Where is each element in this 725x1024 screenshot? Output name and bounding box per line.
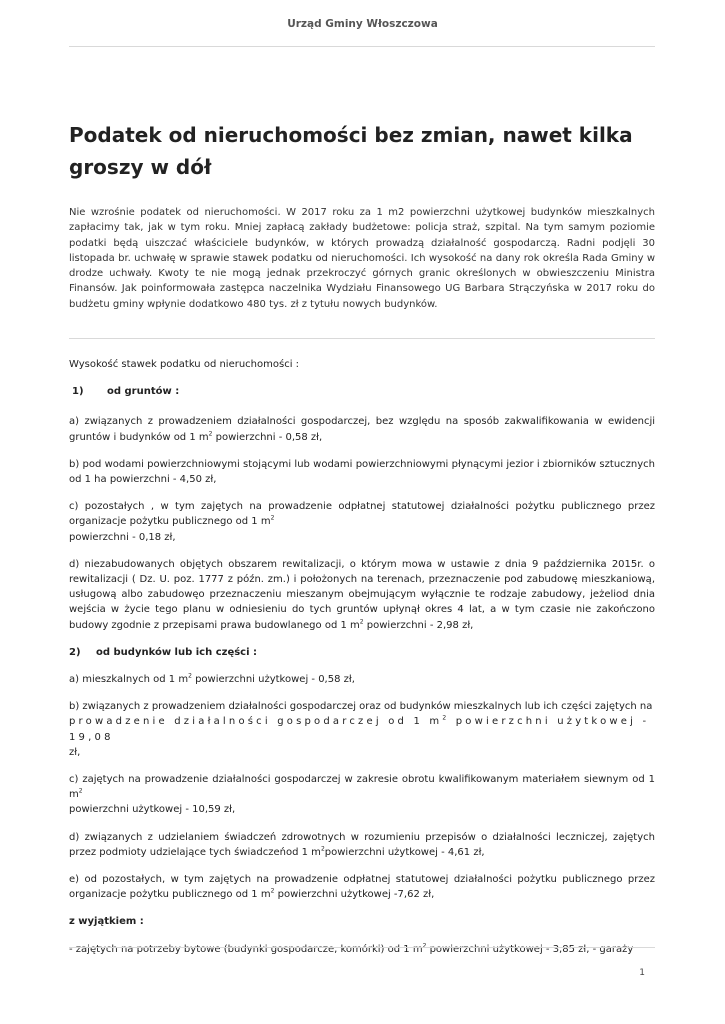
budynki-item-b [69, 699, 655, 760]
grunty-item-c-rate: powierzchni - 0,18 zł, [69, 531, 176, 543]
header-org-name: Urząd Gminy Włoszczowa [287, 18, 438, 30]
section-1-number: 1) [72, 386, 84, 398]
budynki-item-c-text: c) zajętych na prowadzenie działalności gospodarczej w zakresie obrotu kwalifikowanym materiałem siewnym od 1 m [69, 774, 655, 801]
superscript: 2 [442, 715, 450, 723]
section-1-heading [69, 384, 655, 399]
budynki-item-b-rate: powierzchni użytkowej - 19,08 [69, 716, 650, 743]
grunty-item-a-text: a) związanych z prowadzeniem działalności gospodarczej, bez względu na sposób zakwalifikowania w ewidencji gruntów i budynków od 1 m [69, 416, 655, 443]
grunty-item-c-text: c) pozostałych , w tym zajętych na prowadzenie odpłatnej statutowej działalności pożytku publicznego przez organizacje pożytku publicznego od 1 m [69, 501, 655, 528]
rates-heading: Wysokość stawek podatku od nieruchomości : [69, 359, 300, 370]
budynki-item-d-text: d) związanych z udzielaniem świadczeń zdrowotnych w rozumieniu przepisów o działalności leczniczej, zajętych przez podmioty udzielające tych świadczeńod 1 m [69, 831, 655, 858]
budynki-item-b-line1: b) związanych z prowadzeniem działalności gospodarczej oraz od budynków mieszkalnych lub ich części zajętych na [69, 701, 653, 713]
section-2-title: od budynków lub ich części : [96, 646, 258, 658]
superscript: 2 [270, 515, 275, 523]
superscript: 2 [270, 887, 275, 895]
exceptions-item-rate: powierzchni użytkowej - 3,85 zł, - garaży [426, 943, 634, 955]
budynki-item-a [69, 672, 655, 687]
budynki-item-e [69, 872, 655, 902]
exceptions-item-text: - zajętych na potrzeby bytowe (budynki gospodarcze, komórki) od 1 m [69, 943, 423, 955]
grunty-item-c [69, 499, 655, 545]
article-intro: Nie wzrośnie podatek od nieruchomości. W 2017 roku za 1 m2 powierzchni użytkowej budynków mieszkalnych zapłacimy tak, jak w tym roku. Mniej zapłacą zakłady budżetowe: policja straż, szpital. Na tym samym poziomie podatki będą uiszczać właściciele budynków, w których prowadzą działalność gospodarczą. Radni podjęli 30 listopada br. uchwałę w sprawie stawek podatku od nieruchomości. Ich wysokość na dany rok określa Rada Gminy w drodze uchwały. Kwoty te nie mogą jednak przekroczyć górnych granic określonych w obwieszczeniu Ministra Finansów. Jak poinformowała zastępca naczelnika Wydziału Finansowego UG Barbara Strączyńska w 2017 roku do budżetu gminy wpłynie dodatkowo 480 tys. zł z tytułu nowych budynków. [69, 207, 655, 310]
budynki-item-b-line2 [69, 714, 655, 744]
superscript: 2 [422, 942, 427, 950]
superscript: 2 [78, 787, 83, 795]
budynki-item-c [69, 772, 655, 818]
budynki-item-d-rate: powierzchni użytkowej - 4,61 zł, [324, 846, 485, 858]
grunty-item-d [69, 557, 655, 633]
section-2-number: 2) [69, 646, 81, 658]
budynki-item-a-text: a) mieszkalnych od 1 m [69, 674, 189, 686]
header-divider [69, 46, 655, 47]
budynki-item-c-rate: powierzchni użytkowej - 10,59 zł, [69, 804, 236, 816]
budynki-item-d [69, 830, 655, 860]
grunty-item-a-rate: powierzchni - 0,58 zł, [212, 431, 323, 443]
grunty-item-a [69, 414, 655, 444]
superscript: 2 [320, 845, 325, 853]
article-title: Podatek od nieruchomości bez zmian, nawet kilka groszy w dół [69, 123, 633, 179]
section-2-heading [69, 645, 655, 660]
budynki-item-b-line3: zł, [69, 746, 81, 758]
superscript: 2 [359, 618, 364, 626]
budynki-item-e-rate: powierzchni użytkowej -7,62 zł, [274, 889, 435, 901]
section-divider [69, 338, 655, 339]
grunty-item-d-text: d) niezabudowanych objętych obszarem rewitalizacji, o którym mowa w ustawie z dnia 9 października 2015r. o rewitalizacji ( Dz. U. poz. 1777 z późn. zm.) i położonych na terenach, przeznaczenie pod zabudowę mieszkaniową, usługową albo zabudowęo przeznaczeniu mieszanym obejmującym wyłącznie te rodzaje zabudowy, jeżeliod dnia wejścia w życie tego planu w odniesieniu do tych gruntów upłynął okres 4 lat, a w tym czasie nie zakończono budowy zgodnie z przepisami prawa budowlanego od 1 m [69, 558, 655, 631]
grunty-item-b: b) pod wodami powierzchniowymi stojącymi lub wodami powierzchniowymi płynącymi jezior i zbiorników sztucznych od 1 ha powierzchni - 4,50 zł, [69, 458, 655, 486]
grunty-item-d-rate: powierzchni - 2,98 zł, [363, 619, 474, 631]
section-1-title: od gruntów : [107, 386, 180, 398]
superscript: 2 [208, 430, 213, 438]
superscript: 2 [188, 672, 192, 680]
budynki-item-b-text: prowadzenie działalności gospodarczej od 1 m [69, 716, 443, 728]
exceptions-item [69, 942, 655, 957]
budynki-item-e-text: e) od pozostałych, w tym zajętych na prowadzenie odpłatnej statutowej działalności pożytku publicznego przez organizacje pożytku publicznego od 1 m [69, 874, 655, 901]
article-body [69, 357, 655, 957]
budynki-item-a-rate: powierzchni użytkowej - 0,58 zł, [191, 674, 355, 686]
footer-divider [69, 947, 655, 948]
exceptions-heading: z wyjątkiem : [69, 916, 144, 928]
page-number: 1 [639, 968, 645, 978]
